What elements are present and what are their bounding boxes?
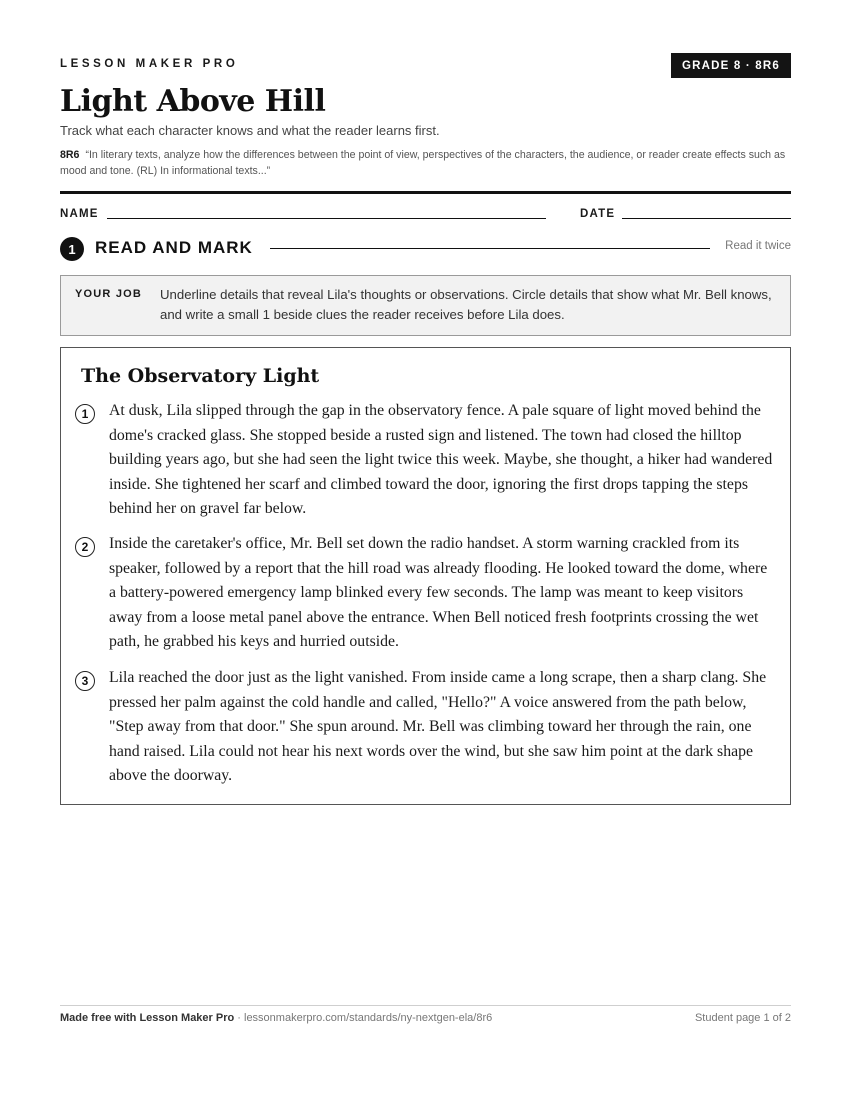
worksheet-page [60, 0, 791, 1100]
section-divider [270, 248, 710, 249]
footer-divider [60, 1005, 791, 1006]
header-divider [60, 191, 791, 194]
brand-name: LESSON MAKER PRO [60, 58, 239, 70]
section-note: Read it twice [725, 240, 791, 252]
page-indicator: Student page 1 of 2 [694, 1012, 791, 1024]
instructions-label: YOUR JOB [75, 288, 143, 300]
paragraph-number-icon: 2 [75, 537, 95, 557]
paragraph-text: Inside the caretaker's office, Mr. Bell set down the radio handset. A storm warning crackled from its speaker, followed by a report that the hill road was already flooding. He looked toward the dome, where a battery-powered emergency lamp blinked every few seconds. The lamp was meant to keep visitors away from a loose metal panel above the entrance. When Bell noticed fresh footprints crossing the wet path, he grabbed his keys and hurried outside. [109, 535, 768, 650]
page-subtitle: Track what each character knows and what the reader learns first. [60, 123, 440, 138]
section-header [60, 237, 791, 261]
standard-description [60, 147, 791, 179]
reading-passage [60, 347, 791, 805]
paragraph-text: At dusk, Lila slipped through the gap in the observatory fence. A pale square of light moved behind the dome's cracked glass. She stopped beside a rusted sign and listened. The town had closed the hilltop building years ago, but she had seen the light twice this week. Maybe, she thought, a hiker had wandered inside. She tightened her scarf and climbed toward the door, ignoring the first drops tapping the steps behind her on gravel far below. [109, 402, 773, 517]
name-field[interactable] [107, 218, 546, 219]
instructions-box [60, 275, 791, 336]
date-label: DATE [580, 208, 616, 220]
instructions-text: Underline details that reveal Lila's thoughts or observations. Circle details that show what Mr. Bell knows, and write a small 1 beside clues the reader receives before Lila does. [160, 287, 772, 322]
paragraph-text: Lila reached the door just as the light vanished. From inside came a long scrape, then a sharp clang. She pressed her palm against the cold handle and called, "Hello?" A voice answered from the path below, "Step away from that door." She spun around. Mr. Bell was climbing toward her through the rain, one hand raised. Lila could not hear his next words over the wind, but she saw him point at the dark shape above the doorway. [109, 669, 767, 784]
section-number-badge: 1 [60, 237, 84, 261]
standard-text: “In literary texts, analyze how the differences between the point of view, perspectives of the characters, the audience, or reader create effects such as mood and tone. (RL) In informational texts...” [60, 149, 786, 177]
student-info-row [60, 206, 791, 222]
date-field[interactable] [622, 218, 791, 219]
footer-credit [60, 1012, 492, 1024]
standard-code: 8R6 [60, 149, 80, 161]
name-label: NAME [60, 208, 99, 220]
passage-title: The Observatory Light [81, 365, 320, 387]
footer-url[interactable]: · lessonmakerpro.com/standards/ny-nextgen-ela/8r6 [234, 1012, 493, 1024]
paragraph-number-icon: 1 [75, 404, 95, 424]
section-title: READ AND MARK [95, 238, 253, 257]
page-title: Light Above Hill [60, 84, 326, 119]
paragraph-number-icon: 3 [75, 671, 95, 691]
grade-badge: GRADE 8 · 8R6 [671, 53, 791, 78]
footer-made-with: Made free with Lesson Maker Pro [60, 1012, 235, 1024]
